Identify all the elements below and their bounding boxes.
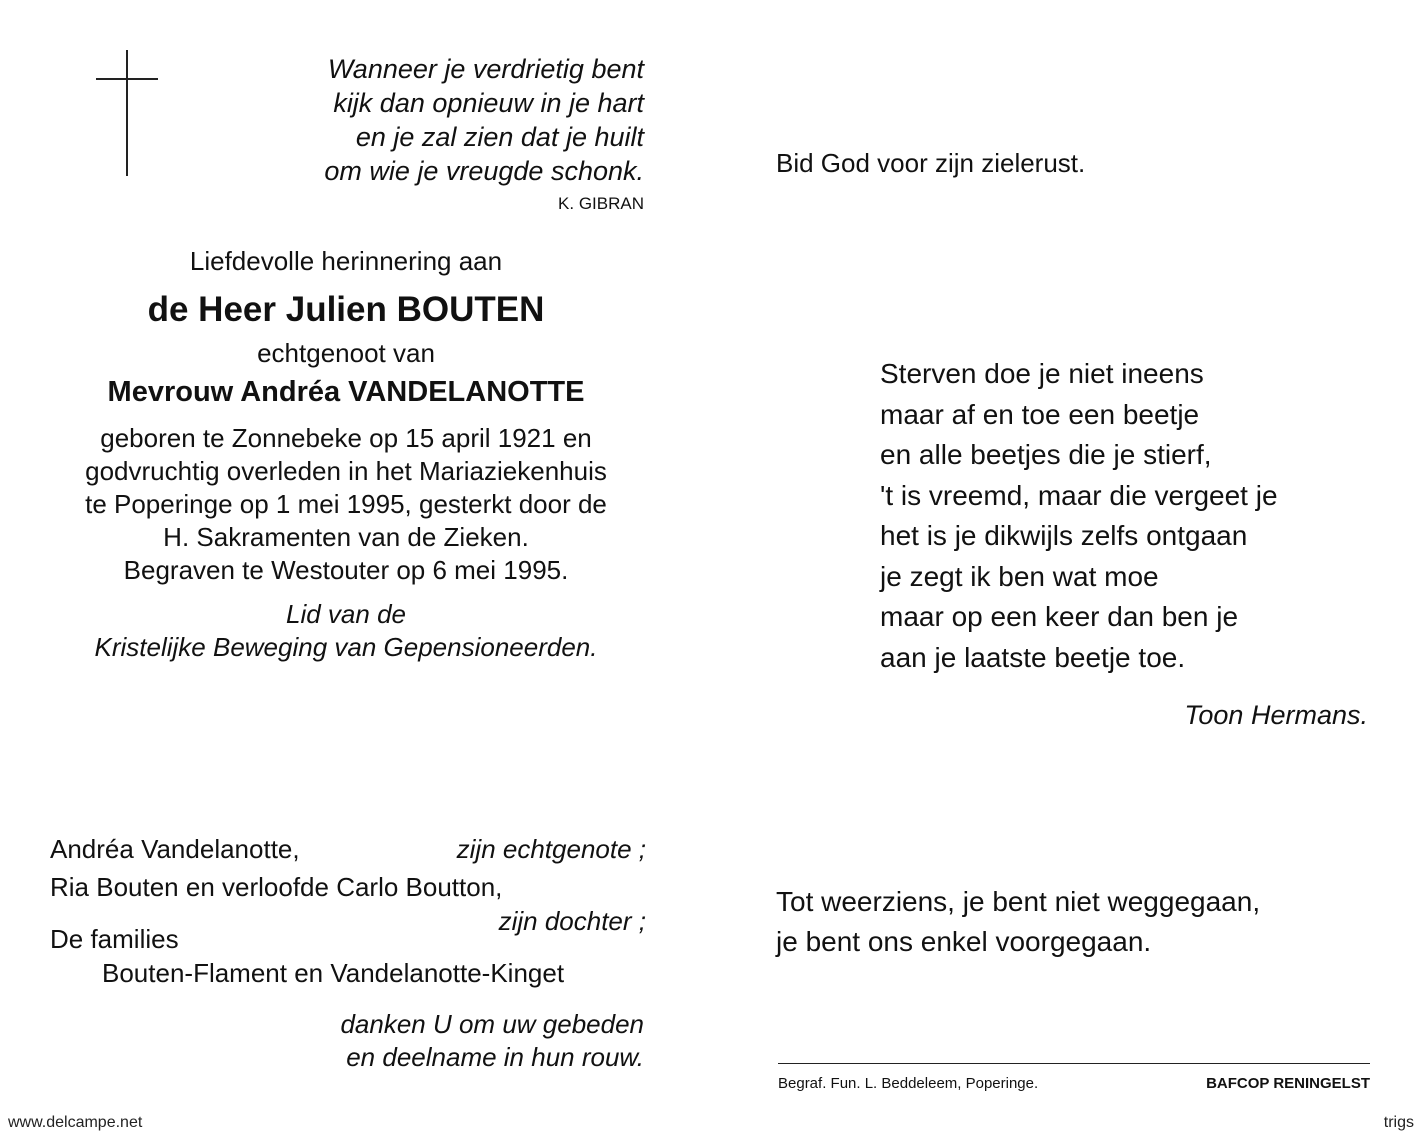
poem-line: 't is vreemd, maar die vergeet je xyxy=(880,479,1278,511)
quote-line: kijk dan opnieuw in je hart xyxy=(333,88,644,118)
spouse-name: Mevrouw Andréa VANDELANOTTE xyxy=(107,376,585,408)
poem-line: je zegt ik ben wat moe xyxy=(880,560,1159,592)
farewell xyxy=(776,882,1260,962)
family-member: Bouten-Flament en Vandelanotte-Kinget xyxy=(102,958,565,988)
family-list xyxy=(50,834,646,994)
farewell-line: je bent ons enkel voorgegaan. xyxy=(776,926,1152,957)
poem-line: maar af en toe een beetje xyxy=(880,398,1200,430)
family-relation: zijn echtgenote ; xyxy=(456,834,646,864)
poem-author: Toon Hermans. xyxy=(1184,700,1368,730)
poem-line: Sterven doe je niet ineens xyxy=(880,358,1204,389)
bio-line: te Poperinge op 1 mei 1995, gesterkt door de xyxy=(85,489,607,519)
undertaker-credit: Begraf. Fun. L. Beddeleem, Poperinge. xyxy=(778,1075,1039,1092)
memorial-intro: Liefdevolle herinnering aan xyxy=(189,246,503,276)
poem-line: het is je dikwijls zelfs ontgaan xyxy=(880,520,1248,551)
thanks-line: en deelname in hun rouw. xyxy=(346,1042,644,1072)
cross-icon-bar xyxy=(96,78,158,80)
thanks xyxy=(240,1008,644,1074)
membership xyxy=(40,598,652,664)
footer-divider xyxy=(778,1063,1370,1064)
spouse-label: echtgenoot van xyxy=(257,338,435,368)
family-member: Ria Bouten en verloofde Carlo Boutton, xyxy=(50,872,503,902)
thanks-line: danken U om uw gebeden xyxy=(340,1009,644,1039)
printer-credit: BAFCOP RENINGELST xyxy=(1206,1075,1370,1092)
bio-line: Begraven te Westouter op 6 mei 1995. xyxy=(123,555,569,585)
deceased-name: de Heer Julien BOUTEN xyxy=(147,290,545,329)
quote-author: K. GIBRAN xyxy=(558,194,644,213)
quote-line: om wie je vreugde schonk. xyxy=(324,156,644,186)
bio-line: godvruchtig overleden in het Mariaziekenhuis xyxy=(85,456,607,486)
biography xyxy=(40,422,652,587)
watermark-left: www.delcampe.net xyxy=(8,1114,143,1131)
poem-line: maar op een keer dan ben je xyxy=(880,601,1239,632)
quote-line: en je zal zien dat je huilt xyxy=(355,122,644,152)
membership-line: Lid van de xyxy=(286,599,406,629)
poem-line: en alle beetjes die je stierf, xyxy=(880,439,1212,470)
family-member: Andréa Vandelanotte, xyxy=(50,834,300,864)
cross-icon xyxy=(126,50,128,176)
opening-quote xyxy=(240,52,644,188)
prayer: Bid God voor zijn zielerust. xyxy=(776,148,1086,178)
family-member: De families xyxy=(50,924,179,954)
farewell-line: Tot weerziens, je bent niet weggegaan, xyxy=(776,886,1261,917)
watermark-right: trigs xyxy=(1383,1114,1414,1131)
family-relation: zijn dochter ; xyxy=(498,906,646,936)
poem xyxy=(880,354,1278,678)
membership-line: Kristelijke Beweging van Gepensioneerden. xyxy=(94,632,598,662)
bio-line: H. Sakramenten van de Zieken. xyxy=(163,522,529,552)
poem-line: aan je laatste beetje toe. xyxy=(880,641,1186,673)
quote-line: Wanneer je verdrietig bent xyxy=(327,54,644,84)
bio-line: geboren te Zonnebeke op 15 april 1921 en xyxy=(100,423,592,453)
